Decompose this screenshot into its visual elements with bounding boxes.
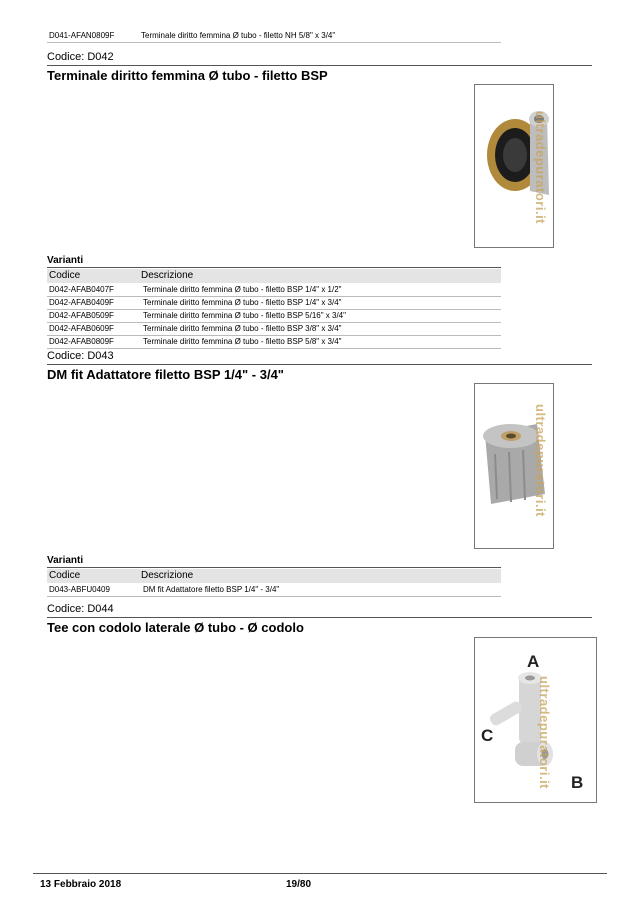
- row-description: Terminale diritto femmina Ø tubo - filetto BSP 5/8" x 3/4": [143, 337, 342, 346]
- section-rule: [47, 617, 592, 618]
- product-image-d043: [474, 383, 554, 549]
- row-description: DM fit Adattatore filetto BSP 1/4" - 3/4": [143, 585, 280, 594]
- label-b: B: [571, 773, 584, 792]
- row-code: D042-AFAB0609F: [49, 324, 114, 333]
- divider: [47, 596, 501, 597]
- product-image-d044: [474, 637, 597, 803]
- row-description: Terminale diritto femmina Ø tubo - filetto BSP 5/16" x 3/4": [143, 311, 346, 320]
- header-codice: Codice: [49, 270, 81, 281]
- table-rule: [47, 267, 501, 268]
- divider: [47, 42, 501, 43]
- footer-date: 13 Febbraio 2018: [40, 879, 122, 890]
- table-row: [47, 583, 501, 596]
- row-code: D042-AFAB0509F: [49, 311, 114, 320]
- varianti-label: Varianti: [47, 255, 84, 266]
- table-header: [47, 569, 501, 583]
- image-watermark: ultradepuratori.it: [533, 111, 548, 225]
- header-descrizione: Descrizione: [141, 570, 194, 581]
- product-image-d042: [474, 84, 554, 248]
- codice-label: Codice: D042: [47, 51, 114, 63]
- table-row: [47, 296, 501, 309]
- table-row: [47, 322, 501, 335]
- row-code: D042-AFAB0809F: [49, 337, 114, 346]
- top-row-code: D041-AFAN0809F: [49, 31, 115, 40]
- row-code: D042-AFAB0409F: [49, 298, 114, 307]
- table-row: [47, 335, 501, 348]
- table-row: [47, 283, 501, 296]
- row-description: Terminale diritto femmina Ø tubo - filetto BSP 1/4" x 1/2": [143, 285, 342, 294]
- table-row: [47, 309, 501, 322]
- section-title: Terminale diritto femmina Ø tubo - filetto BSP: [47, 68, 328, 83]
- section-title: DM fit Adattatore filetto BSP 1/4" - 3/4": [47, 367, 284, 382]
- top-row-description: Terminale diritto femmina Ø tubo - filetto NH 5/8" x 3/4": [141, 31, 336, 40]
- image-watermark: ultradepuratori.it: [537, 676, 552, 790]
- row-code: D042-AFAB0407F: [49, 285, 114, 294]
- row-code: D043-ABFU0409: [49, 585, 110, 594]
- label-a: A: [527, 652, 540, 671]
- header-codice: Codice: [49, 570, 81, 581]
- table-header: [47, 269, 501, 283]
- codice-label: Codice: D043: [47, 350, 114, 362]
- image-watermark: ultradepuratori.it: [533, 404, 548, 518]
- row-description: Terminale diritto femmina Ø tubo - filetto BSP 3/8" x 3/4": [143, 324, 342, 333]
- tee-illustration: [475, 638, 596, 802]
- row-description: Terminale diritto femmina Ø tubo - filetto BSP 1/4" x 3/4": [143, 298, 342, 307]
- page-number: 19/80: [286, 879, 312, 890]
- label-c: C: [481, 726, 494, 745]
- codice-label: Codice: D044: [47, 603, 114, 615]
- table-rule: [47, 567, 501, 568]
- section-rule: [47, 65, 592, 66]
- divider: [47, 348, 501, 349]
- footer-rule: [33, 873, 607, 874]
- header-descrizione: Descrizione: [141, 270, 194, 281]
- varianti-label: Varianti: [47, 555, 84, 566]
- section-title: Tee con codolo laterale Ø tubo - Ø codolo: [47, 620, 304, 635]
- section-rule: [47, 364, 592, 365]
